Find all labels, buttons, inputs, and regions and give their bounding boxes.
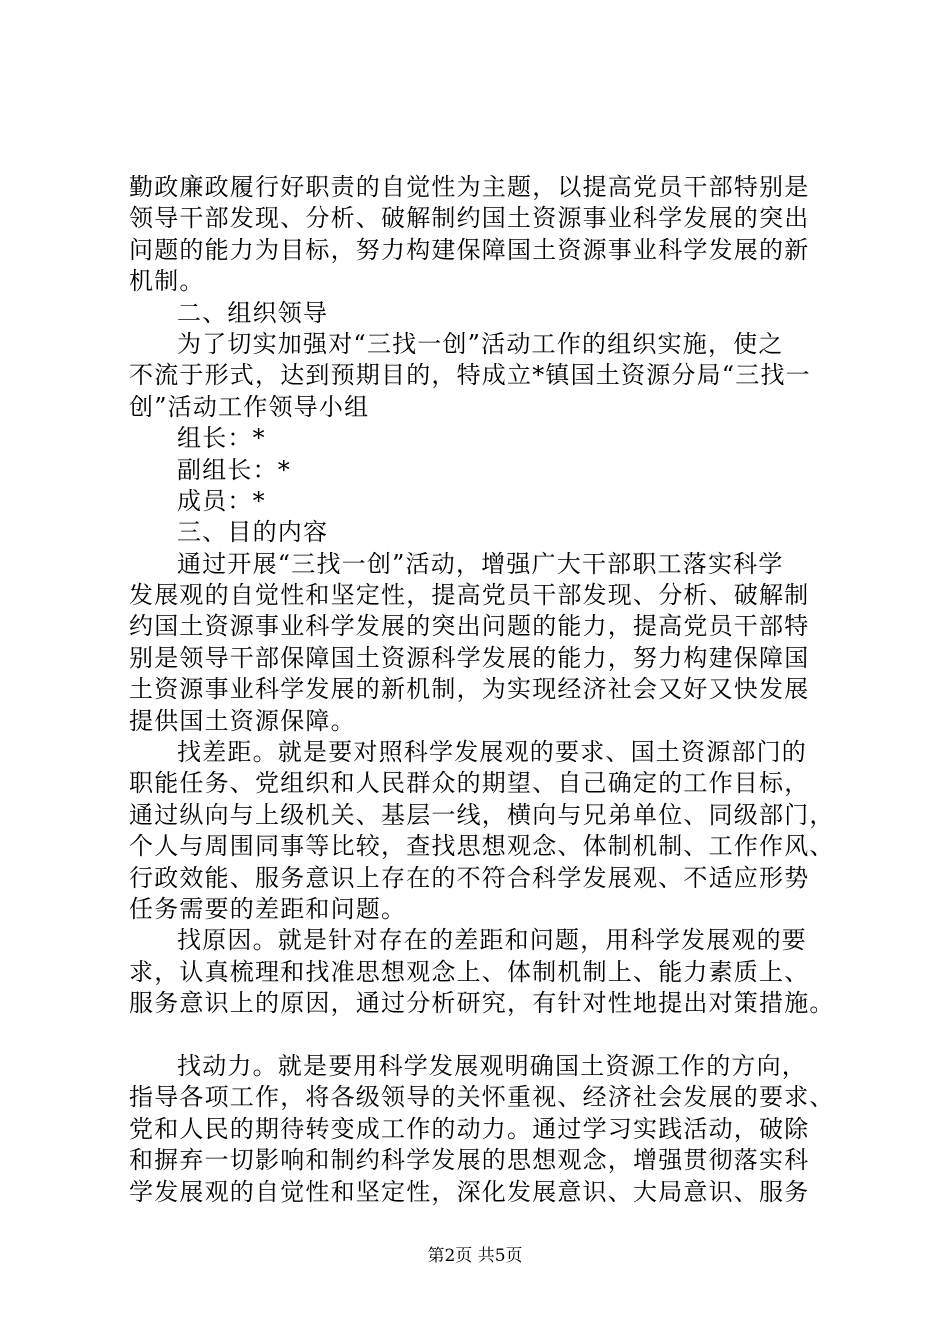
text-line: 创”活动工作领导小组 (129, 392, 370, 421)
page-footer: 第2页 共5页 (427, 1246, 523, 1266)
text-line: 问题的能力为目标，努力构建保障国土资源事业科学发展的新 (129, 235, 810, 264)
text-line: 服务意识上的原因，通过分析研究，有针对性地提出对策措施。 (129, 989, 835, 1018)
text-line: 成员：* (177, 486, 266, 515)
text-line: 土资源事业科学发展的新机制，为实现经济社会又好又快发展 (129, 675, 810, 704)
text-line: 指导各项工作，将各级领导的关怀重视、经济社会发展的要求、 (129, 1083, 835, 1112)
text-line: 为了切实加强对“三找一创”活动工作的组织实施，使之 (177, 329, 784, 358)
text-line: 勤政廉政履行好职责的自觉性为主题，以提高党员干部特别是 (129, 173, 810, 201)
text-line: 副组长：* (177, 455, 291, 484)
text-line: 找原因。就是针对存在的差距和问题，用科学发展观的要 (177, 926, 807, 955)
text-line: 通过纵向与上级机关、基层一线，横向与兄弟单位、同级部门， (129, 800, 835, 829)
text-line: 和摒弃一切影响和制约科学发展的思想观念，增强贯彻落实科 (129, 1146, 810, 1175)
text-line: 二、组织领导 (177, 298, 329, 327)
text-line: 个人与周围同事等比较，查找思想观念、体制机制、工作作风、 (129, 832, 835, 861)
text-line: 别是领导干部保障国土资源科学发展的能力，努力构建保障国 (129, 643, 810, 672)
text-line: 职能任务、党组织和人民群众的期望、自己确定的工作目标， (129, 769, 810, 798)
text-line: 提供国土资源保障。 (129, 706, 356, 735)
text-line: 学发展观的自觉性和坚定性，深化发展意识、大局意识、服务 (129, 1177, 810, 1206)
text-line: 组长：* (177, 424, 266, 453)
text-line: 约国土资源事业科学发展的突出问题的能力，提高党员干部特 (129, 612, 810, 641)
text-line: 行政效能、服务意识上存在的不符合科学发展观、不适应形势 (129, 863, 810, 892)
text-line: 找动力。就是要用科学发展观明确国土资源工作的方向， (177, 1051, 807, 1080)
text-line: 通过开展“三找一创”活动，增强广大干部职工落实科学 (177, 549, 784, 578)
text-line: 找差距。就是要对照科学发展观的要求、国土资源部门的 (177, 738, 807, 767)
text-line: 求，认真梳理和找准思想观念上、体制机制上、能力素质上、 (129, 957, 810, 986)
text-line: 机制。 (129, 267, 205, 296)
blank-line (129, 1020, 829, 1051)
text-line: 党和人民的期待转变成工作的动力。通过学习实践活动，破除 (129, 1114, 810, 1143)
document-body (129, 172, 835, 1208)
text-line: 任务需要的差距和问题。 (129, 894, 407, 923)
text-line: 领导干部发现、分析、破解制约国土资源事业科学发展的突出 (129, 204, 810, 233)
text-line: 不流于形式，达到预期目的，特成立*镇国土资源分局“三找一 (129, 361, 811, 390)
text-line: 发展观的自觉性和坚定性，提高党员干部发现、分析、破解制 (129, 581, 810, 610)
text-line: 三、目的内容 (177, 518, 329, 547)
